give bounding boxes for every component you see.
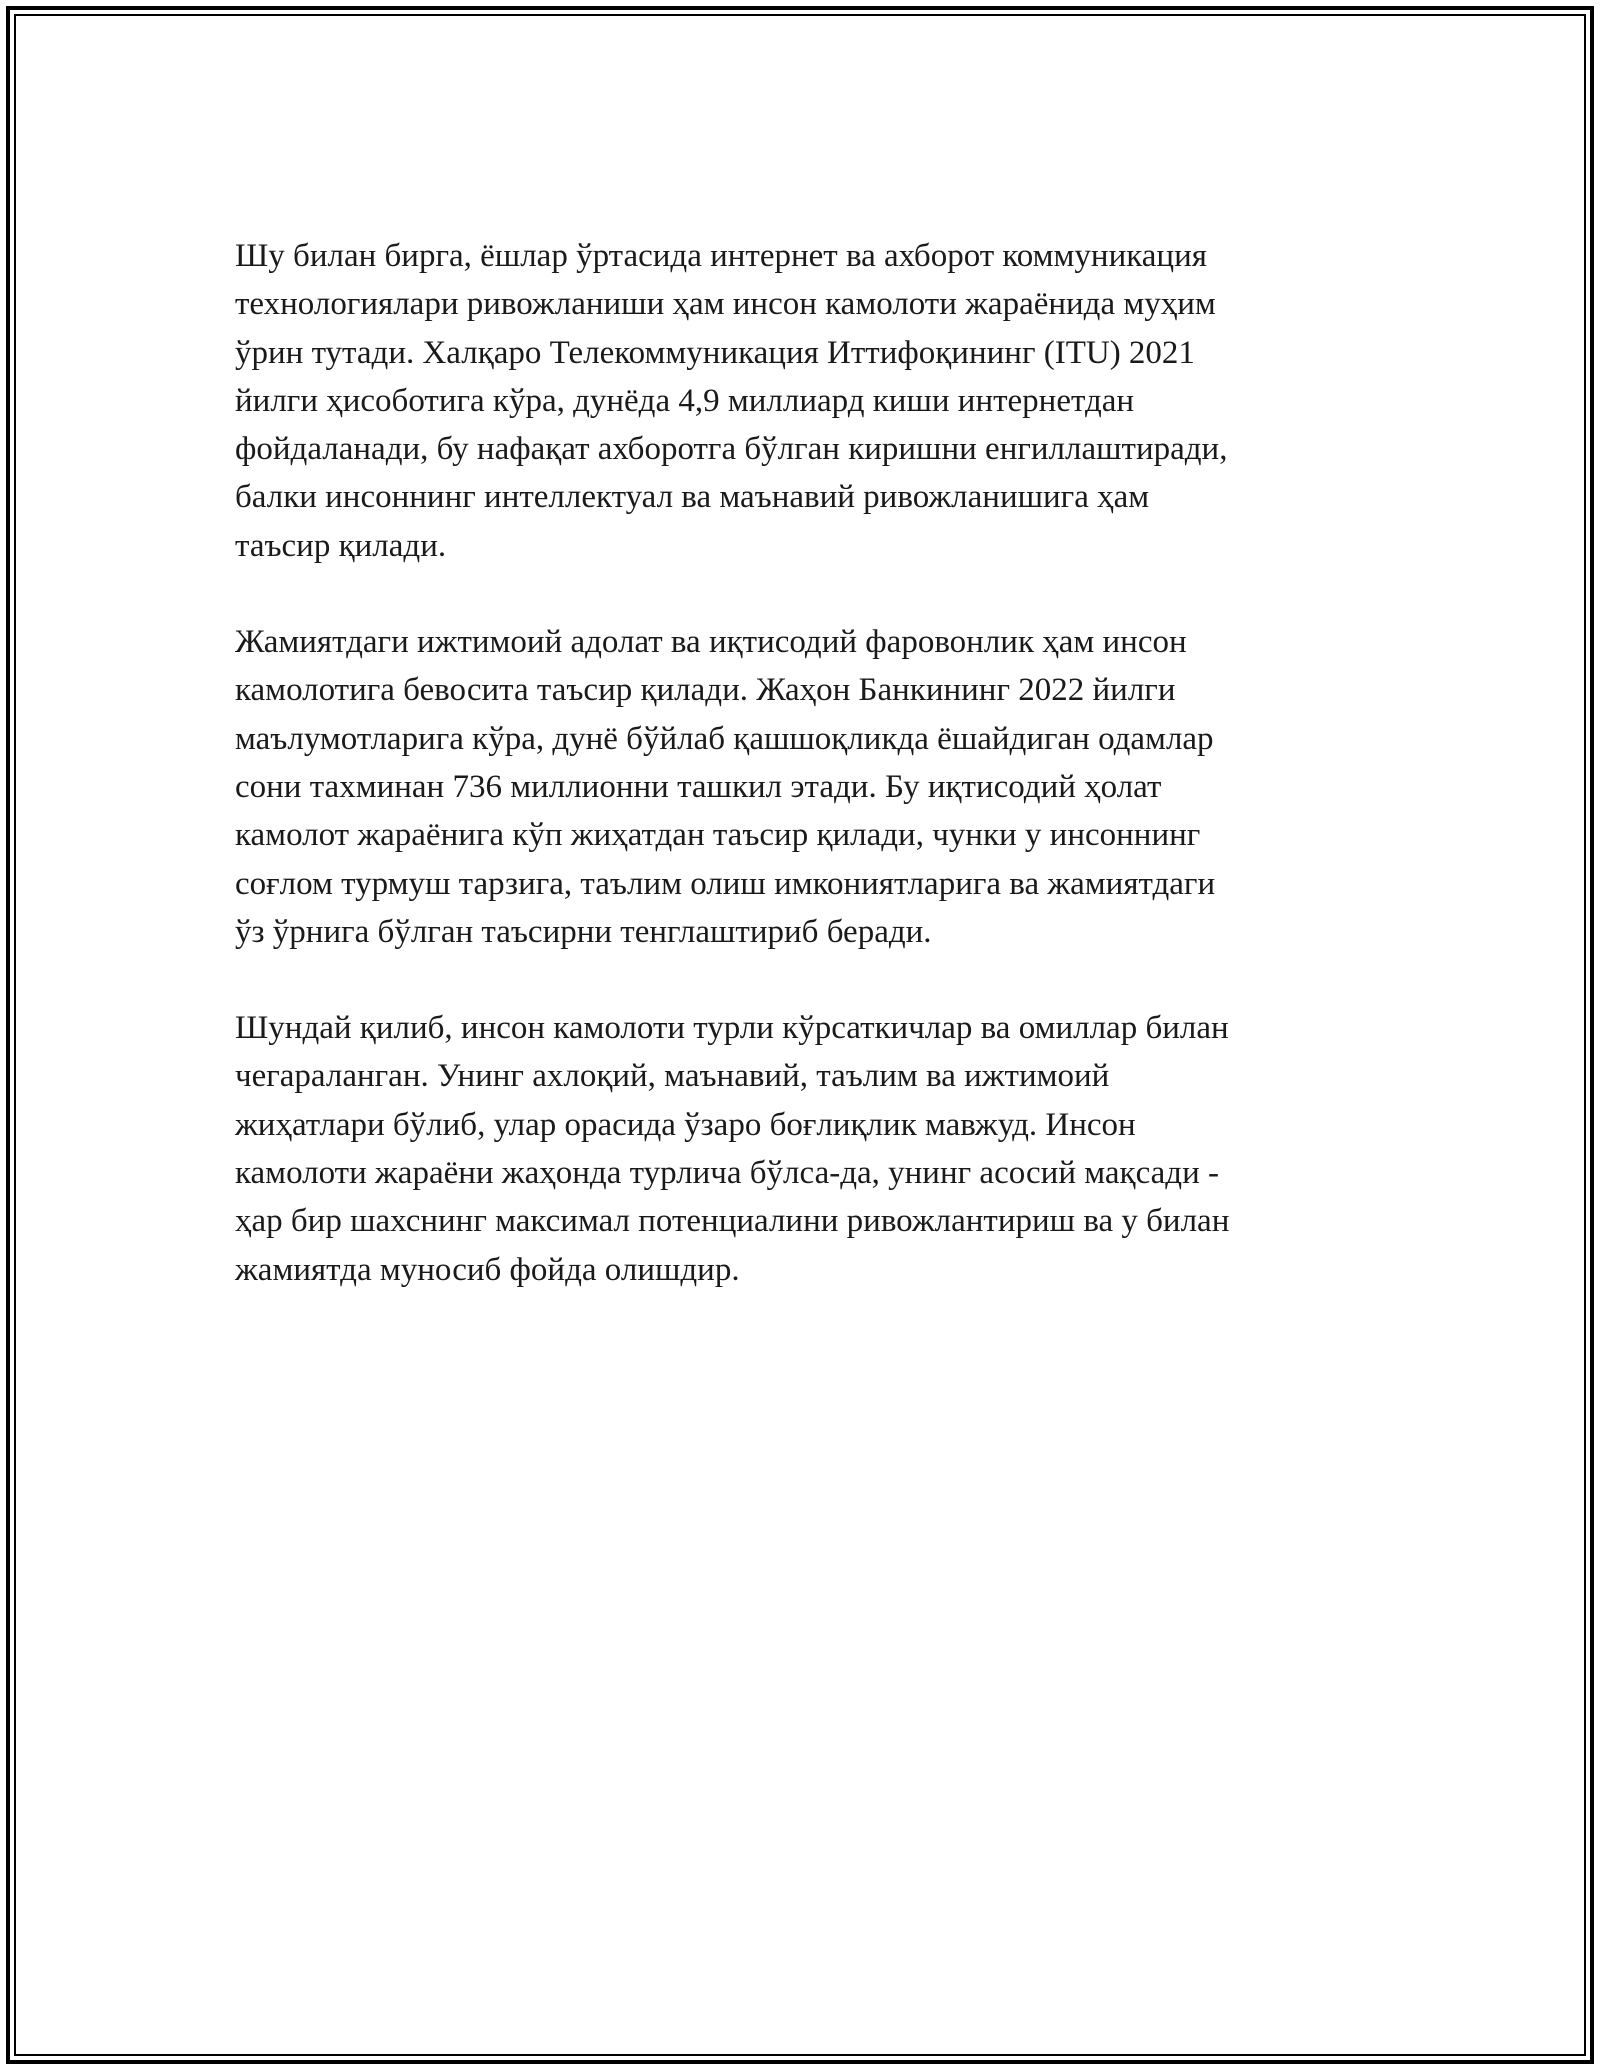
paragraph-internet-ict: Шу билан бирга, ёшлар ўртасида интернет ва ахборот коммуникация технологиялари ривожланиши ҳам инсон камолоти жараёнида муҳим ўрин тутади. Халқаро Телекоммуникация Иттифоқининг (ITU) 2021 йилги ҳисоботига кўра, дунёда 4,9 миллиард киши интернетдан фойдаланади, бу нафақат ахборотга бўлган киришни енгиллаштиради, балки инсоннинг интеллектуал ва маънавий ривожланишига ҳам таъсир қилади.	[235, 238, 1228, 564]
paragraph-conclusion: Шундай қилиб, инсон камолоти турли кўрсаткичлар ва омиллар билан чегараланган. Унинг ахлоқий, маънавий, таълим ва ижтимоий жиҳатлари бўлиб, улар орасида ўзаро боғлиқлик мавжуд. Инсон камолоти жараёни жаҳонда турлича бўлса-да, унинг асосий мақсади - ҳар бир шахснинг максимал потенциалини ривожлантириш ва у билан жамиятда муносиб фойда олишдир.	[235, 1010, 1230, 1288]
document-body	[235, 232, 1365, 1342]
paragraph-social-justice: Жамиятдаги ижтимоий адолат ва иқтисодий фаровонлик ҳам инсон камолотига бевосита таъсир қилади. Жаҳон Банкининг 2022 йилги маълумотларига кўра, дунё бўйлаб қашшоқликда ёшайдиган одамлар сони тахминан 736 миллионни ташкил этади. Бу иқтисодий ҳолат камолот жараёнига кўп жиҳатдан таъсир қилади, чунки у инсоннинг соғлом турмуш тарзига, таълим олиш имкониятларига ва жамиятдаги ўз ўрнига бўлган таъсирни тенглаштириб беради.	[235, 624, 1216, 950]
